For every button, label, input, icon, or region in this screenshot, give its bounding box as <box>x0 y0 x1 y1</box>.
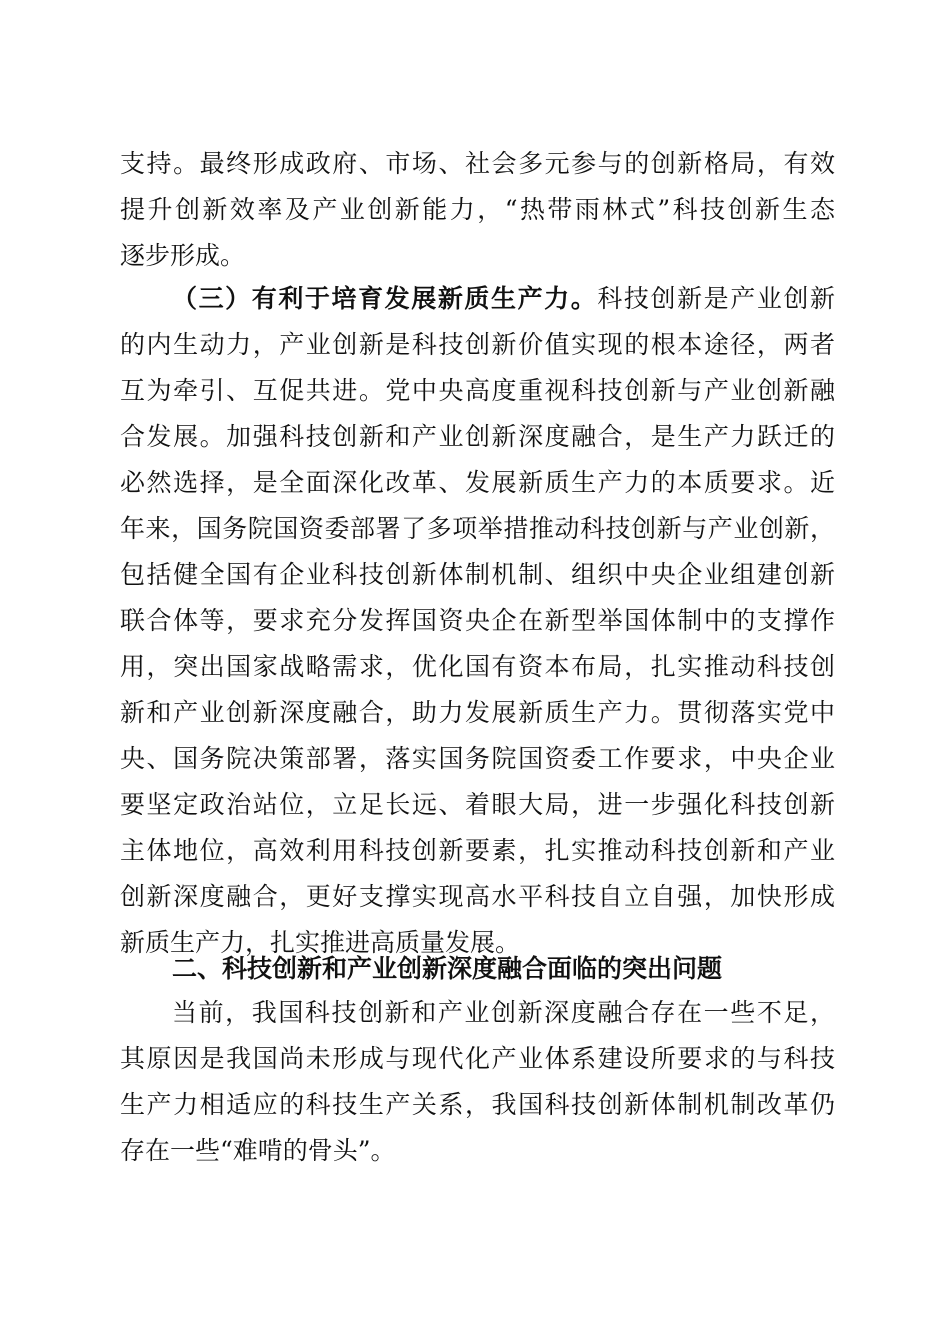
paragraph-new-productivity <box>120 276 835 966</box>
paragraph-current-issues <box>120 990 835 1174</box>
text-line: 合发展。加强科技创新和产业创新深度融合，是生产力跃迁的 <box>120 422 835 451</box>
text-line: 新和产业创新深度融合，助力发展新质生产力。贯彻落实党中 <box>120 698 835 727</box>
text-line: 创新深度融合，更好支撑实现高水平科技自立自强，加快形成 <box>120 882 835 911</box>
paragraph-lead-text: 科技创新是产业创新 <box>597 284 835 313</box>
text-line: 必然选择，是全面深化改革、发展新质生产力的本质要求。近 <box>120 468 835 497</box>
text-line: 存在一些“难啃的骨头”。 <box>120 1136 396 1165</box>
text-line: 其原因是我国尚未形成与现代化产业体系建设所要求的与科技 <box>120 1044 835 1073</box>
text-line: 要坚定政治站位，立足长远、着眼大局，进一步强化科技创新 <box>120 790 835 819</box>
text-line: 年来，国务院国资委部署了多项举措推动科技创新与产业创新， <box>120 514 835 543</box>
text-line: 的内生动力，产业创新是科技创新价值实现的根本途径，两者 <box>120 330 835 359</box>
section-heading-block <box>120 946 835 992</box>
text-line: 新质生产力，扎实推进高质量发展。 <box>120 928 521 957</box>
text-line: 支持。最终形成政府、市场、社会多元参与的创新格局，有效 <box>120 149 835 178</box>
text-line: 央、国务院决策部署，落实国务院国资委工作要求，中央企业 <box>120 744 835 773</box>
text-line: 主体地位，高效利用科技创新要素，扎实推动科技创新和产业 <box>120 836 835 865</box>
paragraph-lead-heading: （三）有利于培育发展新质生产力。 <box>172 284 598 313</box>
text-line: 用，突出国家战略需求，优化国有资本布局，扎实推动科技创 <box>120 652 835 681</box>
text-line: 联合体等，要求充分发挥国资央企在新型举国体制中的支撑作 <box>120 606 835 635</box>
section-heading: 二、科技创新和产业创新深度融合面临的突出问题 <box>172 954 723 983</box>
text-line: 提升创新效率及产业创新能力，“热带雨林式”科技创新生态 <box>120 195 835 224</box>
text-line: 当前，我国科技创新和产业创新深度融合存在一些不足， <box>172 998 835 1027</box>
text-line <box>120 276 835 322</box>
text-line: 生产力相适应的科技生产关系，我国科技创新体制机制改革仍 <box>120 1090 835 1119</box>
text-line: 包括健全国有企业科技创新体制机制、组织中央企业组建创新 <box>120 560 835 589</box>
text-line: 逐步形成。 <box>120 241 246 270</box>
text-line: 互为牵引、互促共进。党中央高度重视科技创新与产业创新融 <box>120 376 835 405</box>
paragraph-continuation <box>120 141 835 279</box>
